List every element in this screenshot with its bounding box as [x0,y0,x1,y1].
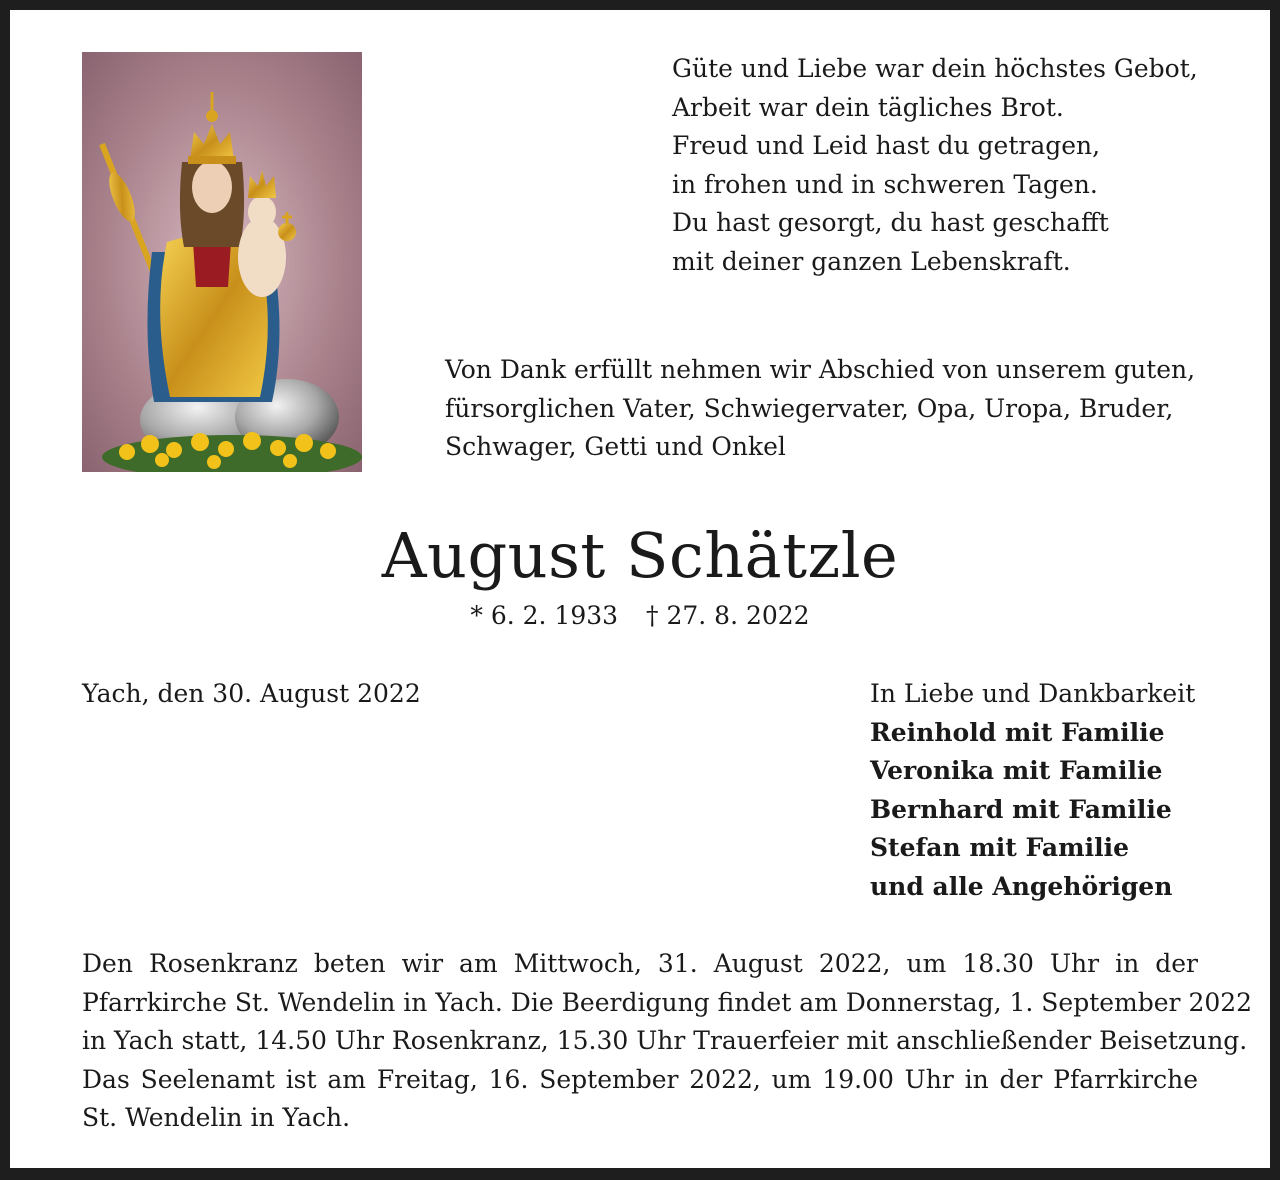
verse-line: in frohen und in schweren Tagen. [672,169,1098,199]
birth-date: * 6. 2. 1933 [470,601,619,630]
intro-line: Schwager, Getti und Onkel [445,432,786,461]
verse-line: Du hast gesorgt, du hast geschafft [672,208,1109,237]
obituary-notice [10,10,1270,1168]
intro-line: fürsorglichen Vater, Schwiegervater, Opa, Uropa, Bruder, [445,393,1174,423]
intro-line: Von Dank erfüllt nehmen wir Abschied von unserem guten, [445,355,1196,384]
notice-line: Das Seelenamt ist am Freitag, 16. September 2022, um 19.00 Uhr in der Pfarrkirche [82,1064,1198,1094]
mourner-name: Stefan mit Familie [870,833,1129,862]
verse-line: Freud und Leid hast du getragen, [672,131,1101,160]
mourners-list [870,675,1260,906]
madonna-statue-image [82,52,362,472]
notice-line: Den Rosenkranz beten wir am Mittwoch, 31. August 2022, um 18.30 Uhr in der [82,949,1198,978]
notice-line: St. Wendelin in Yach. [82,1103,351,1132]
notice-line: in Yach statt, 14.50 Uhr Rosenkranz, 15.30 Uhr Trauerfeier mit anschließender Beisetzung. [82,1026,1248,1055]
mourner-name: Reinhold mit Familie [870,717,1165,747]
death-date: † 27. 8. 2022 [646,601,810,630]
farewell-intro [445,351,1235,467]
memorial-verse [672,50,1232,281]
verse-line: mit deiner ganzen Lebenskraft. [672,246,1071,276]
verse-line: Güte und Liebe war dein höchstes Gebot, [672,54,1198,83]
verse-line: Arbeit war dein tägliches Brot. [672,92,1064,122]
service-notice [82,945,1253,1138]
deceased-name: August Schätzle [381,519,899,592]
mourner-name: und alle Angehörigen [870,871,1173,901]
mourner-name: Bernhard mit Familie [870,794,1172,824]
notice-line: Pfarrkirche St. Wendelin in Yach. Die Beerdigung findet am Donnerstag, 1. September 2022 [82,987,1253,1017]
life-dates [10,598,1270,634]
mourners-intro: In Liebe und Dankbarkeit [870,679,1196,708]
mourner-name: Veronika mit Familie [870,756,1163,785]
place-and-date: Yach, den 30. August 2022 [82,679,421,708]
